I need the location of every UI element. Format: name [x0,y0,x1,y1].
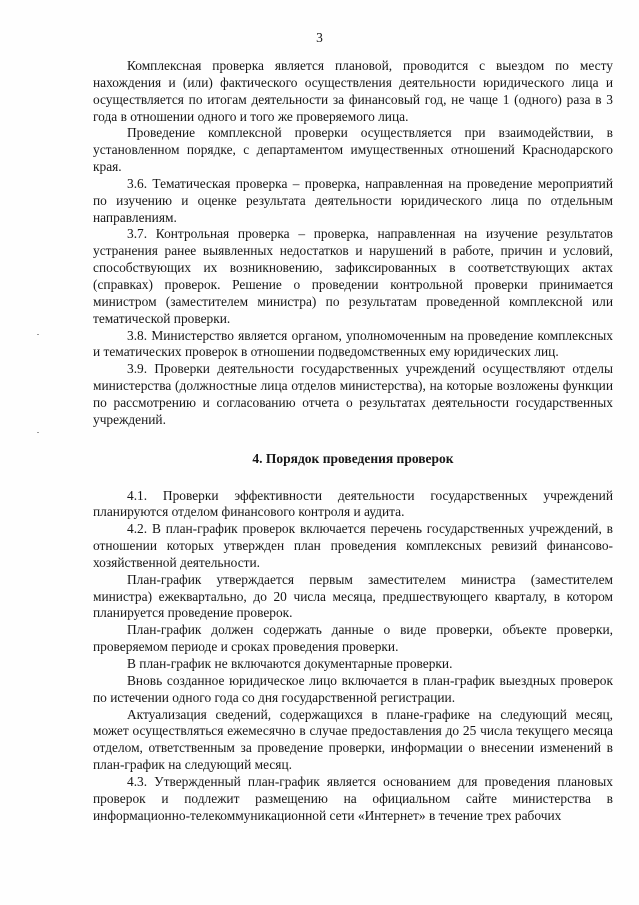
paragraph-actualization: Актуализация сведений, содержащихся в плане-графике на следующий месяц, может осуществляться ежемесячно в случае предоставления до 25 числа текущего месяца отделом, ответственным за проведение проверки, информации о внесении изменений в план-график на следующий месяц. [93,706,613,773]
margin-mark [37,432,39,433]
paragraph-schedule-approval: План-график утверждается первым заместителем министра (заместителем министра) ежеквартально, до 20 числа месяца, предшествующего кварталу, в котором планируется проведение проверок. [93,571,613,621]
paragraph-4-3: 4.3. Утвержденный план-график является основанием для проведения плановых проверок и подлежит размещению на официальном сайте министерства в информационно-телекоммуникационной сети «Интернет» в течение трех рабочих [93,773,613,823]
paragraph-3-6: 3.6. Тематическая проверка – проверка, направленная на проведение мероприятий по изучению и оценке результата деятельности юридического лица по отдельным направлениям. [93,175,613,225]
page-number: 3 [316,30,323,45]
paragraph-4-1: 4.1. Проверки эффективности деятельности государственных учреждений планируются отделом финансового контроля и аудита. [93,487,613,520]
paragraph-3-8: 3.8. Министерство является органом, уполномоченным на проведение комплексных и тематических проверок в отношении подведомственных ему юридических лиц. [93,327,613,360]
paragraph-complex-inspection: Комплексная проверка является плановой, проводится с выездом по месту нахождения и (или) фактического осуществления деятельности юридического лица и осуществляется по итогам деятельности за финансовый год, не чаще 1 (одного) раза в 3 года в отношении одного и того же проверяемого лица. [93,58,613,124]
paragraph-complex-interaction: Проведение комплексной проверки осуществляется при взаимодействии, в установленном порядке, с департаментом имущественных отношений Краснодарского края. [93,125,613,175]
section-heading: 4. Порядок проведения проверок [252,450,454,466]
paragraph-documentary-excluded: В план-график не включаются документарные проверки. [127,656,453,671]
document-body [93,58,613,824]
paragraph-new-entity: Вновь созданное юридическое лицо включается в план-график выездных проверок по истечении одного года со дня государственной регистрации. [93,672,613,705]
margin-mark [37,334,39,335]
paragraph-schedule-contents: План-график должен содержать данные о виде проверки, объекте проверки, проверяемом периоде и сроках проведения проверки. [93,622,613,655]
paragraph-3-9: 3.9. Проверки деятельности государственных учреждений осуществляют отделы министерства (должностные лица отделов министерства), на которые возложены функции по рассмотрению и согласованию отчета о результатах деятельности государственных учреждений. [93,361,613,427]
paragraph-3-7: 3.7. Контрольная проверка – проверка, направленная на изучение результатов устранения ранее выявленных недостатков и нарушений в работе, причин и условий, способствующих их возникновению, зафиксированных в соответствующих актах (справках) проверок. Решение о проведении контрольной проверки принимается министром (заместителем министра) по результатам проведенной комплексной или тематической проверки. [93,226,613,326]
paragraph-4-2: 4.2. В план-график проверок включается перечень государственных учреждений, в отношении которых утвержден план проведения комплексных ревизий финансово-хозяйственной деятельности. [93,521,613,570]
